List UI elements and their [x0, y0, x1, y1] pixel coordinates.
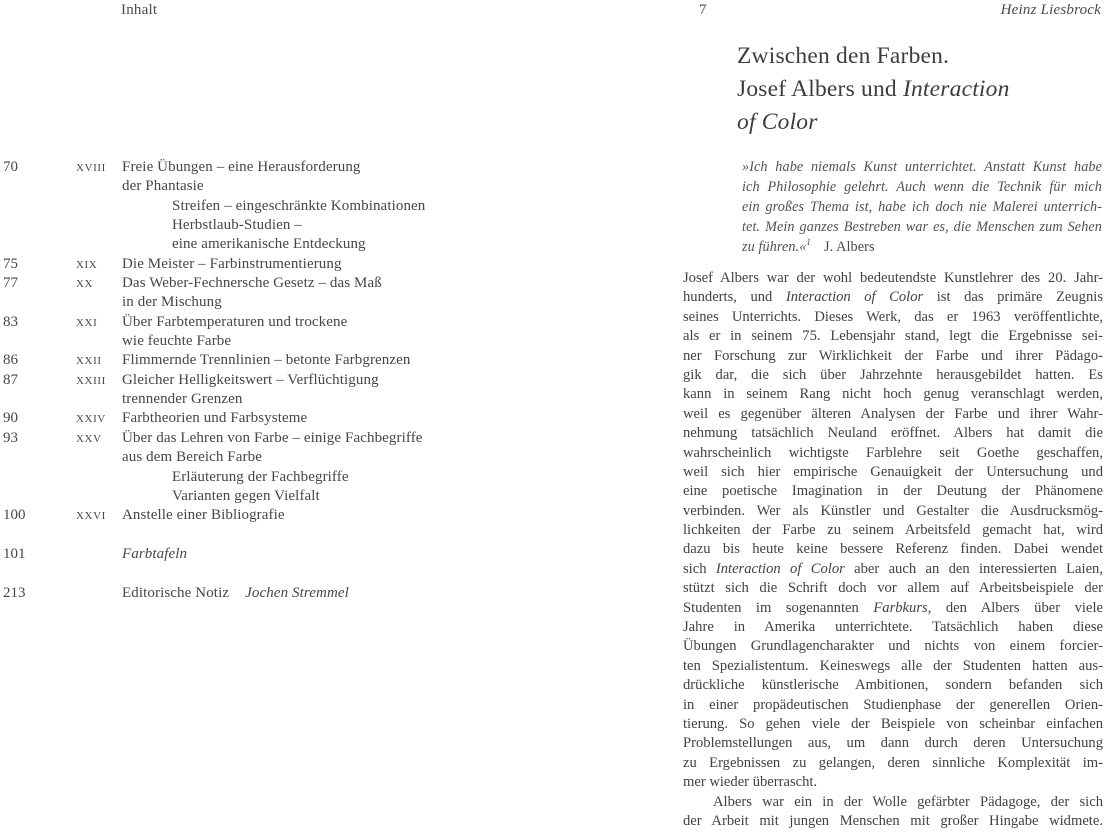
toc-row — [3, 390, 563, 409]
toc-row — [3, 351, 563, 370]
toc-row — [3, 274, 563, 293]
body-text-line: Jahre in Amerika unterrichtete. Tatsächlich haben diese — [683, 619, 1103, 636]
toc-entry-title: Über Farbtemperaturen und trockene — [122, 313, 348, 330]
toc-entry-title: Farbtheorien und Farbsysteme — [122, 410, 308, 427]
body-text-column — [683, 269, 1103, 831]
toc-entry-title: der Phantasie — [122, 178, 204, 195]
table-of-contents — [3, 158, 563, 603]
footnote-marker: 1 — [806, 237, 812, 247]
essay-title — [737, 40, 1107, 139]
body-text-line: verbinden. Wer als Künstler und Gestalter die Ausdrucksmög- — [683, 502, 1103, 519]
toc-page-number: 100 — [3, 507, 26, 524]
body-text-line: Übungen Grundlagencharakter und nichts von einem forcier- — [683, 638, 1103, 655]
toc-row — [3, 197, 563, 216]
toc-chapter-numeral: xxiii — [76, 371, 106, 388]
toc-chapter-numeral: xxii — [76, 352, 102, 369]
body-text-line: weil es gegenüber älteren Analysen der Farbe und ihrer Wahr- — [683, 405, 1103, 422]
body-text-line: Josef Albers war der wohl bedeutendste Kunstlehrer des 20. Jahr- — [683, 270, 1103, 286]
toc-row — [3, 545, 563, 564]
body-text-line: dazu bis heute keine bessere Referenz finden. Dabei wendet — [683, 541, 1103, 558]
toc-row — [3, 255, 563, 274]
body-text-line: Studenten im sogenannten Farbkurs, den Albers über viele — [683, 599, 1103, 616]
body-text-line: sich Interaction of Color aber auch an den interessierten Laien, — [683, 560, 1103, 577]
toc-chapter-numeral: xx — [76, 275, 94, 292]
body-text-line: in einer propädeutischen Studienphase der generellen Orien- — [683, 696, 1103, 713]
body-text-line: kann in seinem Rang nicht hoch genug veranschlagt werden, — [683, 386, 1103, 403]
toc-chapter-numeral: xxv — [76, 429, 102, 446]
toc-chapter-numeral: xxvi — [76, 507, 106, 524]
body-text-line: lichkeiten der Farbe zu seinem Arbeitsfeld gemacht hat, wird — [683, 522, 1103, 539]
toc-entry-title: Streifen – eingeschränkte Kombinationen — [172, 197, 426, 214]
quote-line: ein großes Thema ist, habe ich doch nie Malerei unterrich- — [742, 198, 1102, 215]
toc-entry-title: Erläuterung der Fachbegriffe — [172, 468, 349, 485]
body-text-line: tierung. So gehen viele der Beispiele von scheinbar einfachen — [683, 715, 1103, 732]
toc-row — [3, 468, 563, 487]
essay-title-line: Zwischen den Farben. — [737, 43, 950, 69]
toc-entry-title: aus dem Bereich Farbe — [122, 449, 262, 466]
toc-page-number: 86 — [3, 352, 18, 369]
quote-line: tet. Mein ganzes Bestreben war es, die Menschen zum Sehen — [742, 218, 1102, 235]
toc-row — [3, 429, 563, 448]
toc-page-number: 75 — [3, 255, 18, 272]
toc-row — [3, 487, 563, 506]
running-head-inhalt: Inhalt — [121, 2, 158, 18]
toc-row — [3, 216, 563, 235]
toc-entry-title: Farbtafeln — [122, 545, 188, 562]
page-number: 7 — [699, 2, 707, 18]
toc-chapter-numeral: xxiv — [76, 410, 106, 427]
toc-spacer — [3, 526, 563, 545]
body-text-line: der Arbeit mit jungen Menschen mit großer Hingabe widmete. — [683, 812, 1103, 829]
essay-title-line: Josef Albers und Interaction — [737, 76, 1010, 102]
toc-page-number: 101 — [3, 545, 26, 562]
body-text-line: ten Spezialistentum. Keineswegs alle der Studenten hatten aus- — [683, 657, 1103, 674]
body-text-line: seines Unterrichts. Dieses Werk, das er 1963 veröffentlichte, — [683, 308, 1103, 325]
toc-page-number: 77 — [3, 275, 18, 292]
toc-row — [3, 332, 563, 351]
toc-entry-title: wie feuchte Farbe — [122, 333, 232, 350]
body-text-line: mer wieder überrascht. — [683, 774, 818, 791]
toc-entry-title: Gleicher Helligkeitswert – Verflüchtigung — [122, 371, 379, 388]
toc-row — [3, 371, 563, 390]
essay-title-line: of Color — [737, 109, 818, 135]
toc-entry-title: Über das Lehren von Farbe – einige Fachbegriffe — [122, 429, 423, 446]
toc-row — [3, 158, 563, 177]
body-text-line: eine poetische Imagination in der Deutung der Phänomene — [683, 483, 1103, 500]
toc-chapter-numeral: xviii — [76, 159, 106, 175]
quote-line: »Ich habe niemals Kunst unterrichtet. Anstatt Kunst habe — [742, 159, 1102, 175]
toc-entry-title: Varianten gegen Vielfalt — [172, 487, 320, 504]
toc-entry-title: Flimmernde Trennlinien – betonte Farbgrenzen — [122, 352, 411, 369]
body-text-line: zu Ergebnissen zu gelangen, deren sinnliche Komplexität im- — [683, 754, 1103, 771]
quote-attribution: J. Albers — [824, 238, 875, 255]
quote-last-line: zu führen.«$^1$ J. Albers — [742, 237, 875, 255]
body-text-line: ner Forschung zur Wirklichkeit der Farbe und ihrer Pädago- — [683, 347, 1103, 364]
body-text-line: nehmung tatsächlich Neuland eröffnet. Albers hat damit die — [683, 425, 1103, 442]
toc-entry-title: Anstelle einer Bibliografie — [122, 507, 285, 524]
toc-row — [3, 584, 563, 603]
toc-page-number: 87 — [3, 371, 18, 388]
toc-page-number: 83 — [3, 313, 18, 330]
running-head-author: Heinz Liesbrock — [1000, 2, 1101, 18]
toc-entry-title: in der Mischung — [122, 294, 222, 311]
toc-row — [3, 293, 563, 312]
body-text-line: Problemstellungen aus, um dann durch deren Untersuchung — [683, 735, 1103, 752]
toc-row — [3, 409, 563, 428]
toc-row — [3, 448, 563, 467]
body-text-line: Albers war ein in der Wolle gefärbter Pädagoge, der sich — [713, 793, 1103, 810]
toc-spacer — [3, 564, 563, 583]
quote-line: ich Philosophie gelehrt. Auch wenn die Technik für mich — [742, 178, 1102, 195]
body-text-line: stützt sich die Schrift doch vor allem auf Arbeitsbeispiele der — [683, 580, 1103, 597]
toc-entry-title: Editorische Notiz Jochen Stremmel — [122, 584, 349, 601]
toc-page-number: 213 — [3, 584, 26, 601]
toc-entry-title: Freie Übungen – eine Herausforderung — [122, 159, 361, 175]
body-text-line: als er in seinem 75. Lebensjahr stand, legt die Ergebnisse sei- — [683, 328, 1103, 345]
toc-row — [3, 506, 563, 525]
toc-chapter-numeral: xxi — [76, 313, 98, 330]
body-text-line: hunderts, und Interaction of Color ist das primäre Zeugnis — [683, 289, 1103, 306]
epigraph-quote — [742, 158, 1102, 257]
toc-page-number: 70 — [3, 159, 18, 175]
toc-row — [3, 313, 563, 332]
toc-entry-author: Jochen Stremmel — [245, 584, 349, 601]
toc-row — [3, 177, 563, 196]
body-text-line: wahrscheinlich wichtigste Farblehre seit Goethe geschaffen, — [683, 444, 1103, 461]
toc-row — [3, 235, 563, 254]
toc-entry-title: eine amerikanische Entdeckung — [172, 236, 366, 253]
body-text-line: drückliche künstlerische Ambitionen, sondern befanden sich — [683, 677, 1103, 694]
toc-page-number: 93 — [3, 429, 18, 446]
body-text-line: gik dar, die sich über Jahrzehnte herausgebildet hatten. Es — [683, 366, 1103, 383]
toc-entry-title: Die Meister – Farbinstrumentierung — [122, 255, 342, 272]
toc-entry-title: Herbstlaub-Studien – — [172, 217, 302, 234]
toc-entry-title: Das Weber-Fechnersche Gesetz – das Maß — [122, 275, 382, 292]
toc-chapter-numeral: xix — [76, 255, 98, 272]
toc-page-number: 90 — [3, 410, 18, 427]
toc-entry-title: trennender Grenzen — [122, 391, 243, 408]
body-text-line: weil sich hier empirische Genauigkeit der Untersuchung und — [683, 463, 1103, 480]
